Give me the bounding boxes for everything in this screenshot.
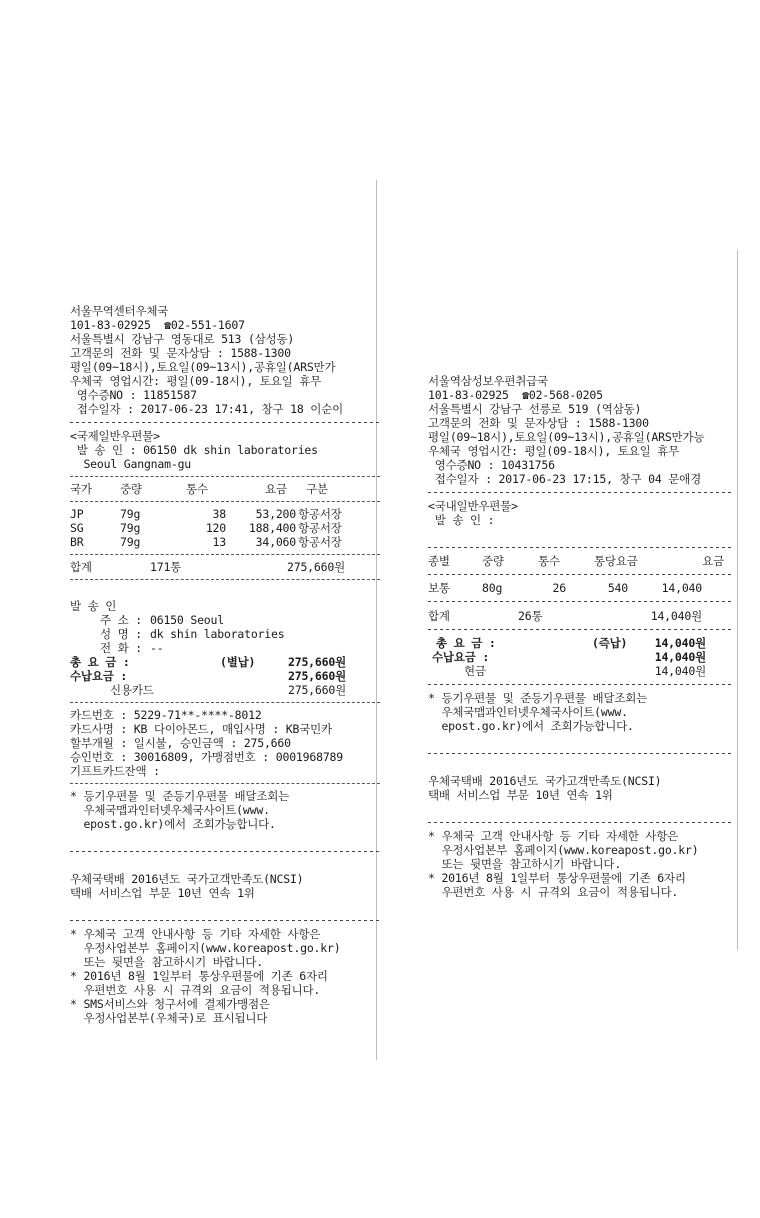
divider [428,490,734,496]
col-header: 구분 [306,482,328,496]
sender-name [70,627,380,641]
total-fee-row [70,655,380,669]
total-row [428,609,734,623]
sender-title: 발 송 인 [70,599,117,613]
cell-weight: 79g [120,507,141,521]
cell-fee: 14,040 [661,581,702,595]
field-label: 주 소 : [100,613,142,627]
field-label: 총 요 금 : [70,655,130,669]
field-value: 06150 Seoul [150,613,224,627]
receipt-date: 접수일자 : 2017-06-23 17:41, 창구 18 이순이 [70,402,343,416]
field-value: 275,660원 [288,655,346,669]
service-hours: 평일(09~18시),토요일(09~13시),공휴일(ARS만가 [70,360,336,374]
total-row [70,560,380,574]
col-header: 종별 [428,554,450,568]
field-label: 성 명 : [100,627,142,641]
divider [70,501,380,503]
notice-line: 또는 뒷면을 참고하시기 바랍니다. [428,857,622,871]
business-number-phone: 101-83-02925 ☎02-568-0205 [428,388,603,402]
field-value: dk shin laboratories [150,627,285,641]
notice-line: 우정사업본부 홈페이지(www.koreapost.go.kr) [428,843,699,857]
notice-line: 우체국맵과인터넷우체국사이트(www. [428,705,628,719]
divider [428,572,734,578]
field-label: 수납요금 : [70,669,128,683]
customer-service: 고객문의 전화 및 문자상담 : 1588-1300 [70,346,291,360]
divider [70,918,380,924]
payment-method-row [428,664,734,678]
col-header: 국가 [70,482,92,496]
field-value: 275,660원 [288,683,346,697]
office-address: 서울특별시 강남구 영동대로 513 (삼성동) [70,332,295,346]
office-name: 서울무역센터우체국 [70,304,169,318]
section-title: <국제일반우편물> [70,429,160,443]
col-header: 통수 [186,482,208,496]
payment-note: (즉납) [592,636,628,650]
col-header: 통수 [538,554,560,568]
notice-line: * 우체국 고객 안내사항 등 기타 자세한 사항은 [428,829,679,843]
notice-line: 우정사업본부(우체국)로 표시됩니다 [70,1011,268,1025]
receipt-header [70,304,380,416]
field-value: -- [150,641,164,655]
payment-note: (별납) [220,655,256,669]
cell-weight: 79g [120,535,141,549]
sender-line: 발 송 인 : [428,513,495,527]
field-value: 14,040원 [654,650,706,664]
sender-phone [70,641,380,655]
cell-weight: 80g [482,581,503,595]
divider [70,579,380,581]
notice-line: epost.go.kr)에서 조회가능합니다. [428,719,634,733]
payment-method-row [70,683,380,697]
cell-count: 38 [212,507,226,521]
table-header [428,554,734,568]
divider [70,420,380,426]
notice-line: 우편번호 사용 시 규격외 요금이 적용됩니다. [428,885,679,899]
field-value: 14,040원 [654,636,706,650]
office-hours: 우체국 영업시간: 평일(09-18시), 토요일 휴무 [428,444,680,458]
notice-line: 우편번호 사용 시 규격외 요금이 적용됩니다. [70,983,321,997]
cell-weight: 79g [120,521,141,535]
table-row [70,507,380,521]
notice-line: 우체국맵과인터넷우체국사이트(www. [70,803,270,817]
cell-country: BR [70,535,84,549]
table-row [70,535,380,549]
notice-line: * 우체국 고객 안내사항 등 기타 자세한 사항은 [70,927,321,941]
total-count: 171통 [150,560,182,574]
office-hours: 우체국 영업시간: 평일(09-18시), 토요일 휴무 [70,374,322,388]
notice-line: 우체국택배 2016년도 국가고객만족도(NCSI) [70,872,304,886]
notice-line: * SMS서비스와 청구서에 결제가맹점은 [70,997,270,1011]
card-number: 카드번호 : 5229-71**-****-8012 [70,708,262,722]
divider [70,783,380,785]
gift-card-balance: 기프트카드잔액 : [70,764,160,778]
divider [428,820,734,826]
office-address: 서울특별시 강남구 선릉로 519 (역삼동) [428,402,642,416]
notice-line: 또는 뒷면을 참고하시기 바랍니다. [70,955,264,969]
cell-country: SG [70,521,84,535]
installment: 할부개월 : 일시불, 승인금액 : 275,660 [70,736,291,750]
divider [428,682,734,688]
cell-type: 항공서장 [298,507,342,521]
field-label: 총 요 금 : [436,636,496,650]
cell-count: 26 [552,581,566,595]
ncsi-notice [70,872,380,900]
receipt-header [428,374,734,486]
table-row [428,581,734,595]
scan-edge-right [737,250,738,950]
total-amount: 14,040원 [650,609,702,623]
notice-line: 우정사업본부 홈페이지(www.koreapost.go.kr) [70,941,341,955]
col-header: 중량 [482,554,504,568]
sender-address [70,613,380,627]
total-label: 합계 [428,609,450,623]
cell-fee: 34,060 [255,535,296,549]
field-value: 14,040원 [654,664,706,678]
field-label: 현금 [464,664,486,678]
approval-number: 승인번호 : 30016809, 가맹점번호 : 0001968789 [70,750,343,764]
received-fee-row [428,650,734,664]
notice-line: 우체국택배 2016년도 국가고객만족도(NCSI) [428,774,662,788]
cell-class: 보통 [428,581,450,595]
field-label: 전 화 : [100,641,142,655]
notice-line: * 등기우편물 및 준등기우편물 배달조회는 [428,691,648,705]
customer-notice [428,829,734,899]
cell-type: 항공서장 [298,521,342,535]
received-fee-row [70,669,380,683]
divider [428,545,734,551]
table-row [70,521,380,535]
cell-count: 120 [205,521,226,535]
receipt-number: 영수증NO : 10431756 [428,458,555,472]
divider [428,751,734,757]
ncsi-notice [428,774,734,802]
divider [70,476,380,478]
cell-fee: 53,200 [255,507,296,521]
col-header: 통당요금 [594,554,638,568]
field-label: 수납요금 : [432,650,490,664]
customer-notice [70,927,380,1025]
sender-line: 발 송 인 : 06150 dk shin laboratories [70,443,318,457]
cell-country: JP [70,507,84,521]
cell-type: 항공서장 [298,535,342,549]
col-header: 요금 [702,554,724,568]
office-name: 서울역삼성보우편취급국 [428,374,548,388]
total-amount: 275,660원 [287,560,345,574]
table-header [70,482,380,496]
section-title: <국내일반우편물> [428,499,518,513]
sender-line: Seoul Gangnam-gu [70,457,192,471]
total-count: 26통 [518,609,543,623]
cell-fee: 188,400 [248,521,296,535]
notice-line: 택배 서비스업 부문 10년 연속 1위 [428,788,613,802]
cell-count: 13 [212,535,226,549]
receipt-date: 접수일자 : 2017-06-23 17:15, 창구 04 문애경 [428,472,701,486]
divider [428,599,734,605]
divider [70,554,380,556]
total-fee-row [428,636,734,650]
field-label: 신용카드 [110,683,154,697]
tracking-notice [70,789,380,831]
service-hours: 평일(09~18시),토요일(09~13시),공휴일(ARS만가능 [428,430,705,444]
notice-line: * 2016년 8월 1일부터 통상우편물에 기존 6자리 [428,871,686,885]
cell-unit-fee: 540 [607,581,628,595]
total-label: 합계 [70,560,92,574]
card-info [70,708,380,778]
notice-line: * 2016년 8월 1일부터 통상우편물에 기존 6자리 [70,969,328,983]
tracking-notice [428,691,734,733]
field-value: 275,660원 [288,669,346,683]
receipt-international [70,304,380,1025]
receipt-number: 영수증NO : 11851587 [70,388,197,402]
notice-line: * 등기우편물 및 준등기우편물 배달조회는 [70,789,290,803]
divider [428,627,734,633]
divider [70,702,380,704]
notice-line: 택배 서비스업 부문 10년 연속 1위 [70,886,255,900]
business-number-phone: 101-83-02925 ☎02-551-1607 [70,318,245,332]
customer-service: 고객문의 전화 및 문자상담 : 1588-1300 [428,416,649,430]
card-company: 카드사명 : KB 다이아몬드, 매입사명 : KB국민카 [70,722,332,736]
divider [70,849,380,855]
notice-line: epost.go.kr)에서 조회가능합니다. [70,817,276,831]
receipt-domestic [428,374,734,899]
col-header: 요금 [265,482,287,496]
col-header: 중량 [120,482,142,496]
